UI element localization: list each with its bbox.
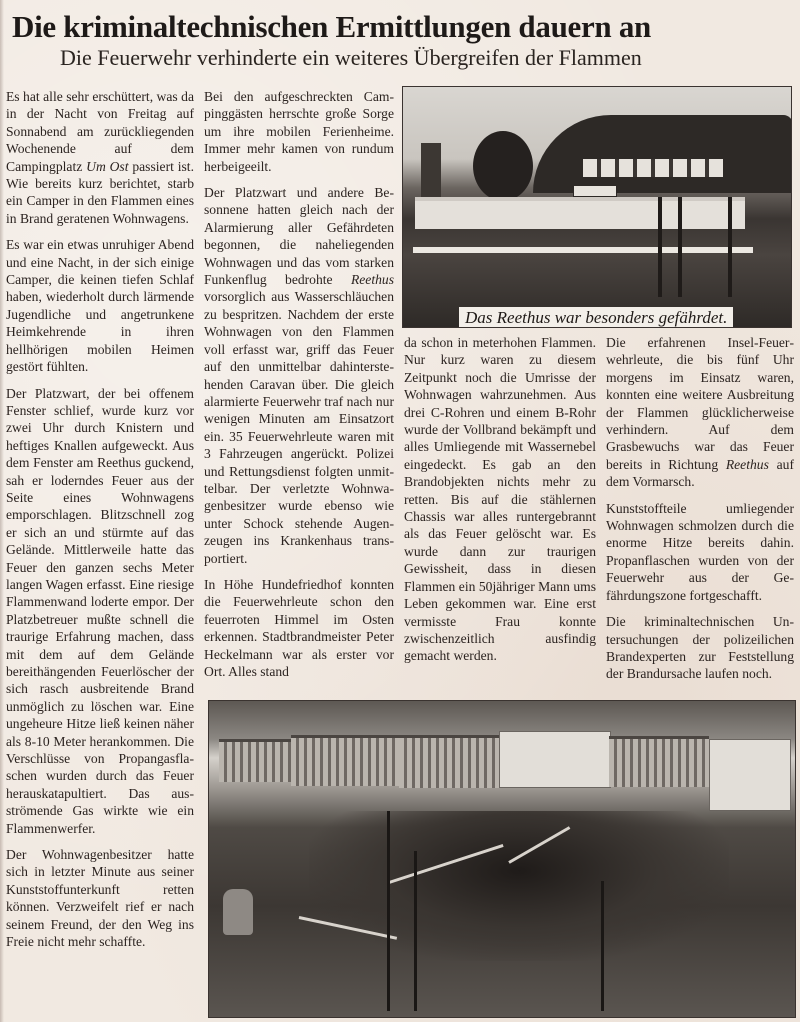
paragraph: da schon in meterhohen Flammen. Nur kurz waren zu diesem Zeitpunkt noch die Umrisse der Wohnwagen wahrzunehmen. Aus drei C-Rohren und einem B-Rohr wurde der Vollbrand bekämpft und alles Umliegende mit Wassernebel eingedeckt. Es gab an den Brandobjekten nichts mehr zu retten. Bis auf die stählernen Chassis war alles runtergebrannt als das Feuer gelöscht war. Es wurde dann zur traurigen Gewissheit, dass in diesen Flammen ein 50jähriger Mann ums Leben gekommen war. Eine erst vermisste Frau konnte zwischenzeitlich ausfindig gemacht werden. — [404, 335, 596, 664]
paragraph: Kunststoffteile umliegender Wohnwagen schmolzen durch die enorme Hitze bereits dahin. Propanflaschen wurden von der Feuerwehr aus der Gefährdungszone fortgeschafft. — [606, 500, 794, 603]
tree-shape — [473, 131, 533, 201]
building-front-shape — [415, 197, 745, 229]
thatched-roof-shape — [533, 115, 792, 193]
fence-post — [678, 197, 682, 297]
barrier-tape-shape — [413, 247, 753, 253]
fence-pole — [387, 811, 390, 1011]
gas-bottle-shape — [223, 889, 253, 935]
paragraph — [204, 184, 394, 567]
paragraph-text: vorsorglich aus Wasserschläuchen zu bespritzen. Nachdem der erste Wohnwagen von den Flammen voll erfasst war, griff das Feuer auf den unmittelbar dahinterstehenden Caravan über. Die gleich alarmierte Feuerwehr traf nach nur wenigen Minuten am Einsatzort ein. 35 Feuerwehrleute waren mit 3 Fahrzeugen angerückt. Polizei und Rettungsdienst folgten unmittelbar. Der verletzte Wohnwagenbesitzer wurde ebenso wie unter Schock stehende Augenzeugen ins Krankenhaus transportiert. — [204, 289, 394, 566]
awning-shape — [399, 735, 499, 788]
fence-post — [728, 197, 732, 297]
photo-reethus — [402, 86, 792, 328]
place-name-italic: Um Ost — [86, 158, 129, 174]
place-name-italic: Reethus — [350, 272, 394, 288]
awning-shape — [219, 739, 294, 782]
fence-pole — [414, 851, 417, 1011]
paragraph: In Höhe Hundefriedhof konnten die Feuerwehrleute schon den feuerroten Himmel im Osten erkennen. Stadtbrandmeister Peter Heckelmann war als erster vor Ort. Alles stand — [204, 576, 394, 679]
paragraph: Der Wohnwagenbesitzer hatte sich in letzter Minute aus seiner Kunststoffunterkunft retten können. Verzweifelt rief er nach seinem Freund, der den Weg ins Freie nicht mehr schaffte. — [6, 847, 194, 950]
awning-shape — [291, 735, 401, 786]
paragraph — [606, 334, 794, 491]
article-column-4 — [606, 334, 794, 692]
awning-shape — [609, 736, 709, 787]
windows-shape — [583, 159, 723, 177]
fence-pole — [601, 881, 604, 1011]
place-name-italic: Reethus — [725, 456, 769, 472]
photo-caption: Das Reethus war besonders gefährdet. — [459, 307, 733, 328]
scan-edge-shadow — [0, 0, 4, 1022]
paragraph: Der Platzwart, der bei offenem Fenster schlief, wurde kurz vor zwei Uhr durch Knistern und heftiges Knallen aufgeweckt. Aus dem Fenster am Reethus guckend, sah er loderndes Feuer aus der Seite eines Wohnwagens emporschlagen. Blitzschnell zog er sich an und stürmte auf das Gelände. Mittlerweile hatte das Feuer den ganzen sechs Meter langen Wagen erfasst. Eine riesige Flammenwand loderte empor. Der Platzbetreuer mußte schnell die traurige Erfahrung machen, dass mit dem auf dem Gelände bereithängenden Feuerlöscher der sich rasch ausbreitende Brand unmöglich zu löschen war. Eine ungeheure Hitze ließ keinen näher als 8-10 Meter herankommen. Die Verschlüsse von Propangasflaschen wurden durch das Feuer herauskatapultiert. Das ausströmende Gas wirkte wie ein Flammenwerfer. — [6, 385, 194, 836]
headline: Die kriminaltechnischen Ermittlungen dauern an — [12, 9, 651, 44]
paragraph-text: passiert ist. Wie bereits kurz berichtet, starb ein Camper in den Flammen eines in Brand geratenen Wohnwagens. — [6, 158, 194, 226]
subheadline: Die Feuerwehr verhinderte ein weiteres Übergreifen der Flammen — [60, 45, 642, 70]
paragraph-text: Es hat alle sehr erschüttert, was da in der Nacht von Freitag auf Sonnabend am zurückliegenden Wochenende auf dem Campingplatz — [6, 89, 194, 174]
photo-burned-caravans — [208, 700, 796, 1018]
paragraph: Die kriminaltechnischen Untersuchungen der polizeilichen Brandexperten zur Feststellung der Brandursache laufen noch. — [606, 614, 794, 682]
fence-post — [658, 197, 662, 297]
paragraph — [6, 88, 194, 227]
caravan-shape — [499, 731, 611, 788]
paragraph-text: Die erfahrenen Insel-Feuerwehrleute, die bis fünf Uhr morgens im Einsatz waren, konnten eine weitere Ausbreitung der Flammen glücklicherweise verhindern. Auf dem Grasbewuchs war das Feuer bereits in Richtung — [606, 335, 794, 472]
reethus-sign — [573, 185, 617, 197]
paragraph-text: Der Platzwart und andere Besonnene hatten gleich nach der Alarmierung aller Gefährdeten begonnen, die naheliegenden Wohnwagen und das vom starken Funkenflug bedrohte — [204, 185, 394, 288]
burned-debris — [309, 811, 729, 961]
article-column-3 — [404, 334, 596, 674]
paragraph-text: auf dem Vormarsch. — [606, 456, 794, 490]
paragraph: Bei den aufgeschreckten Campinggästen herrschte große Sorge um ihre mobilen Ferienheime. Immer mehr kamen von rundum herbeigeeilt. — [204, 89, 394, 174]
caravan-shape — [709, 739, 791, 811]
article-column-1 — [6, 88, 194, 960]
paragraph: Es war ein etwas unruhiger Abend und eine Nacht, in der sich einige Camper, die keinen tiefen Schlaf haben, wiederholt durch lärmende Jugendliche und angetrunkene Heimkehrende in ihren hellhörigen mobilen Heimen gestört fühlten. — [6, 237, 194, 375]
article-column-2 — [204, 88, 394, 689]
